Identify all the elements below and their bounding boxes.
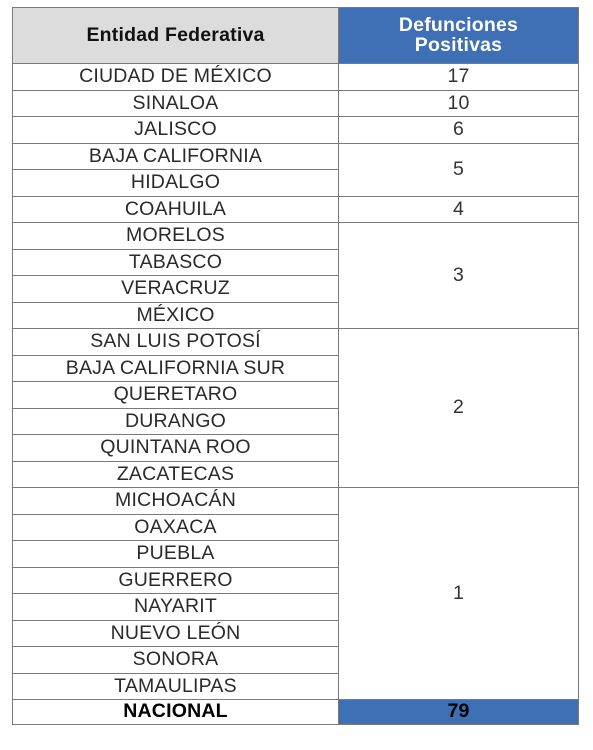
deaths-value: 1	[339, 488, 579, 700]
state-name: BAJA CALIFORNIA	[13, 143, 339, 170]
deaths-value: 4	[339, 196, 579, 223]
total-row	[13, 700, 579, 725]
state-name: SONORA	[13, 647, 339, 674]
deaths-value: 3	[339, 223, 579, 329]
total-value: 79	[339, 700, 579, 725]
table-row	[13, 223, 579, 250]
deaths-value: 10	[339, 90, 579, 117]
state-name: GUERRERO	[13, 567, 339, 594]
state-name: MÉXICO	[13, 302, 339, 329]
table-header-row	[13, 8, 579, 64]
table-row	[13, 117, 579, 144]
state-name: MICHOACÁN	[13, 488, 339, 515]
table-row	[13, 143, 579, 170]
state-name: CIUDAD DE MÉXICO	[13, 64, 339, 91]
deaths-by-state-table	[12, 7, 579, 725]
state-name: JALISCO	[13, 117, 339, 144]
state-name: ZACATECAS	[13, 461, 339, 488]
deaths-value: 2	[339, 329, 579, 488]
state-name: NAYARIT	[13, 594, 339, 621]
state-name: BAJA CALIFORNIA SUR	[13, 355, 339, 382]
state-name: QUINTANA ROO	[13, 435, 339, 462]
state-name: QUERETARO	[13, 382, 339, 409]
table-row	[13, 488, 579, 515]
state-name: DURANGO	[13, 408, 339, 435]
state-name: NUEVO LEÓN	[13, 620, 339, 647]
table-row	[13, 64, 579, 91]
deaths-value: 6	[339, 117, 579, 144]
state-name: TAMAULIPAS	[13, 673, 339, 700]
state-name: VERACRUZ	[13, 276, 339, 303]
state-name: COAHUILA	[13, 196, 339, 223]
table-row	[13, 329, 579, 356]
state-name: SINALOA	[13, 90, 339, 117]
state-name: OAXACA	[13, 514, 339, 541]
state-name: PUEBLA	[13, 541, 339, 568]
deaths-value: 5	[339, 143, 579, 196]
total-label: NACIONAL	[13, 700, 339, 725]
state-name: TABASCO	[13, 249, 339, 276]
state-name: HIDALGO	[13, 170, 339, 197]
deaths-header-line2: Positivas	[414, 33, 503, 56]
deaths-column-header	[339, 8, 579, 64]
table-row	[13, 90, 579, 117]
table-body	[13, 64, 579, 700]
entity-column-header: Entidad Federativa	[13, 8, 339, 64]
state-name: SAN LUIS POTOSÍ	[13, 329, 339, 356]
deaths-header-line1: Defunciones	[398, 14, 519, 36]
table-row	[13, 196, 579, 223]
state-name: MORELOS	[13, 223, 339, 250]
deaths-value: 17	[339, 64, 579, 91]
